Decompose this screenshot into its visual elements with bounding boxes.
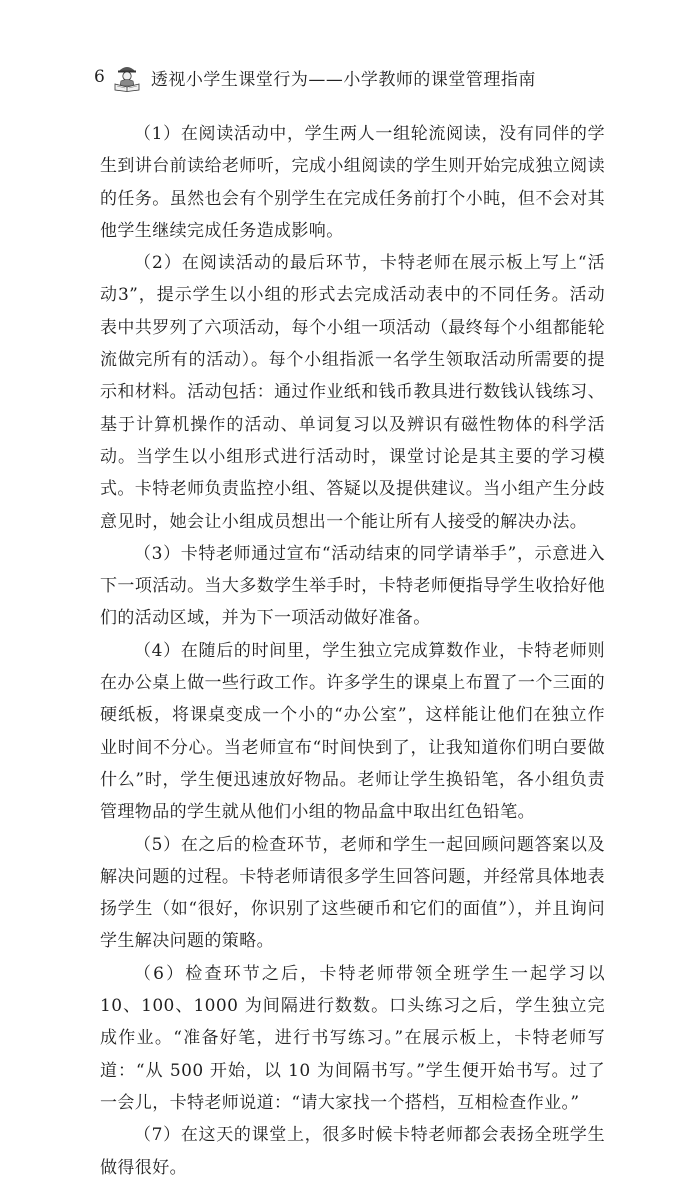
body-text [100, 118, 605, 1184]
paragraph-5: （5）在之后的检查环节，老师和学生一起回顾问题答案以及解决问题的过程。卡特老师请很多学生回答问题，并经常具体地表扬学生（如“很好，你识别了这些硬币和它们的面值”），并且询问学生解决问题的策略。 [100, 834, 605, 952]
paragraph-4: （4）在随后的时间里，学生独立完成算数作业，卡特老师则在办公桌上做一些行政工作。许多学生的课桌上布置了一个三面的硬纸板，将课桌变成一个小的“办公室”，这样能让他们在独立作业时间不分心。当老师宣布“时间快到了，让我知道你们明白要做什么”时，学生便迅速放好物品。老师让学生换铅笔，各小组负责管理物品的学生就从他们小组的物品盒中取出红色铅笔。 [100, 640, 605, 823]
page-number: 6 [94, 67, 105, 87]
book-title: 透视小学生课堂行为——小学教师的课堂管理指南 [150, 69, 536, 90]
paragraph-3: （3）卡特老师通过宣布“活动结束的同学请举手”，示意进入下一项活动。当大多数学生举手时，卡特老师便指导学生收拾好他们的活动区域，并为下一项活动做好准备。 [100, 543, 605, 629]
paragraph-7: （7）在这天的课堂上，很多时候卡特老师都会表扬全班学生做得很好。 [100, 1125, 605, 1178]
paragraph-1: （1）在阅读活动中，学生两人一组轮流阅读，没有同伴的学生到讲台前读给老师听，完成小组阅读的学生则开始完成独立阅读的任务。虽然也会有个别学生在完成任务前打个小盹，但不会对其他学生继续完成任务造成影响。 [100, 124, 605, 241]
reading-child-icon [113, 62, 141, 92]
paragraph-6: （6）检查环节之后，卡特老师带领全班学生一起学习以 10、100、1000 为间隔进行数数。口头练习之后，学生独立完成作业。“准备好笔，进行书写练习。”在展示板上，卡特老师写道：“从 500 开始，以 10 为间隔书写。”学生便开始书写。过了一会儿，卡特老师说道：“请大家找一个搭档，互相检查作业。” [100, 963, 605, 1113]
paragraph-2: （2）在阅读活动的最后环节，卡特老师在展示板上写上“活动3”，提示学生以小组的形式去完成活动表中的不同任务。活动表中共罗列了六项活动，每个小组一项活动（最终每个小组都能轮流做完所有的活动）。每个小组指派一名学生领取活动所需要的提示和材料。活动包括：通过作业纸和钱币教具进行数钱认钱练习、基于计算机操作的活动、单词复习以及辨识有磁性物体的科学活动。当学生以小组形式进行活动时，课堂讨论是其主要的学习模式。卡特老师负责监控小组、答疑以及提供建议。当小组产生分歧意见时，她会让小组成员想出一个能让所有人接受的解决办法。 [100, 253, 605, 532]
running-header [94, 62, 536, 92]
